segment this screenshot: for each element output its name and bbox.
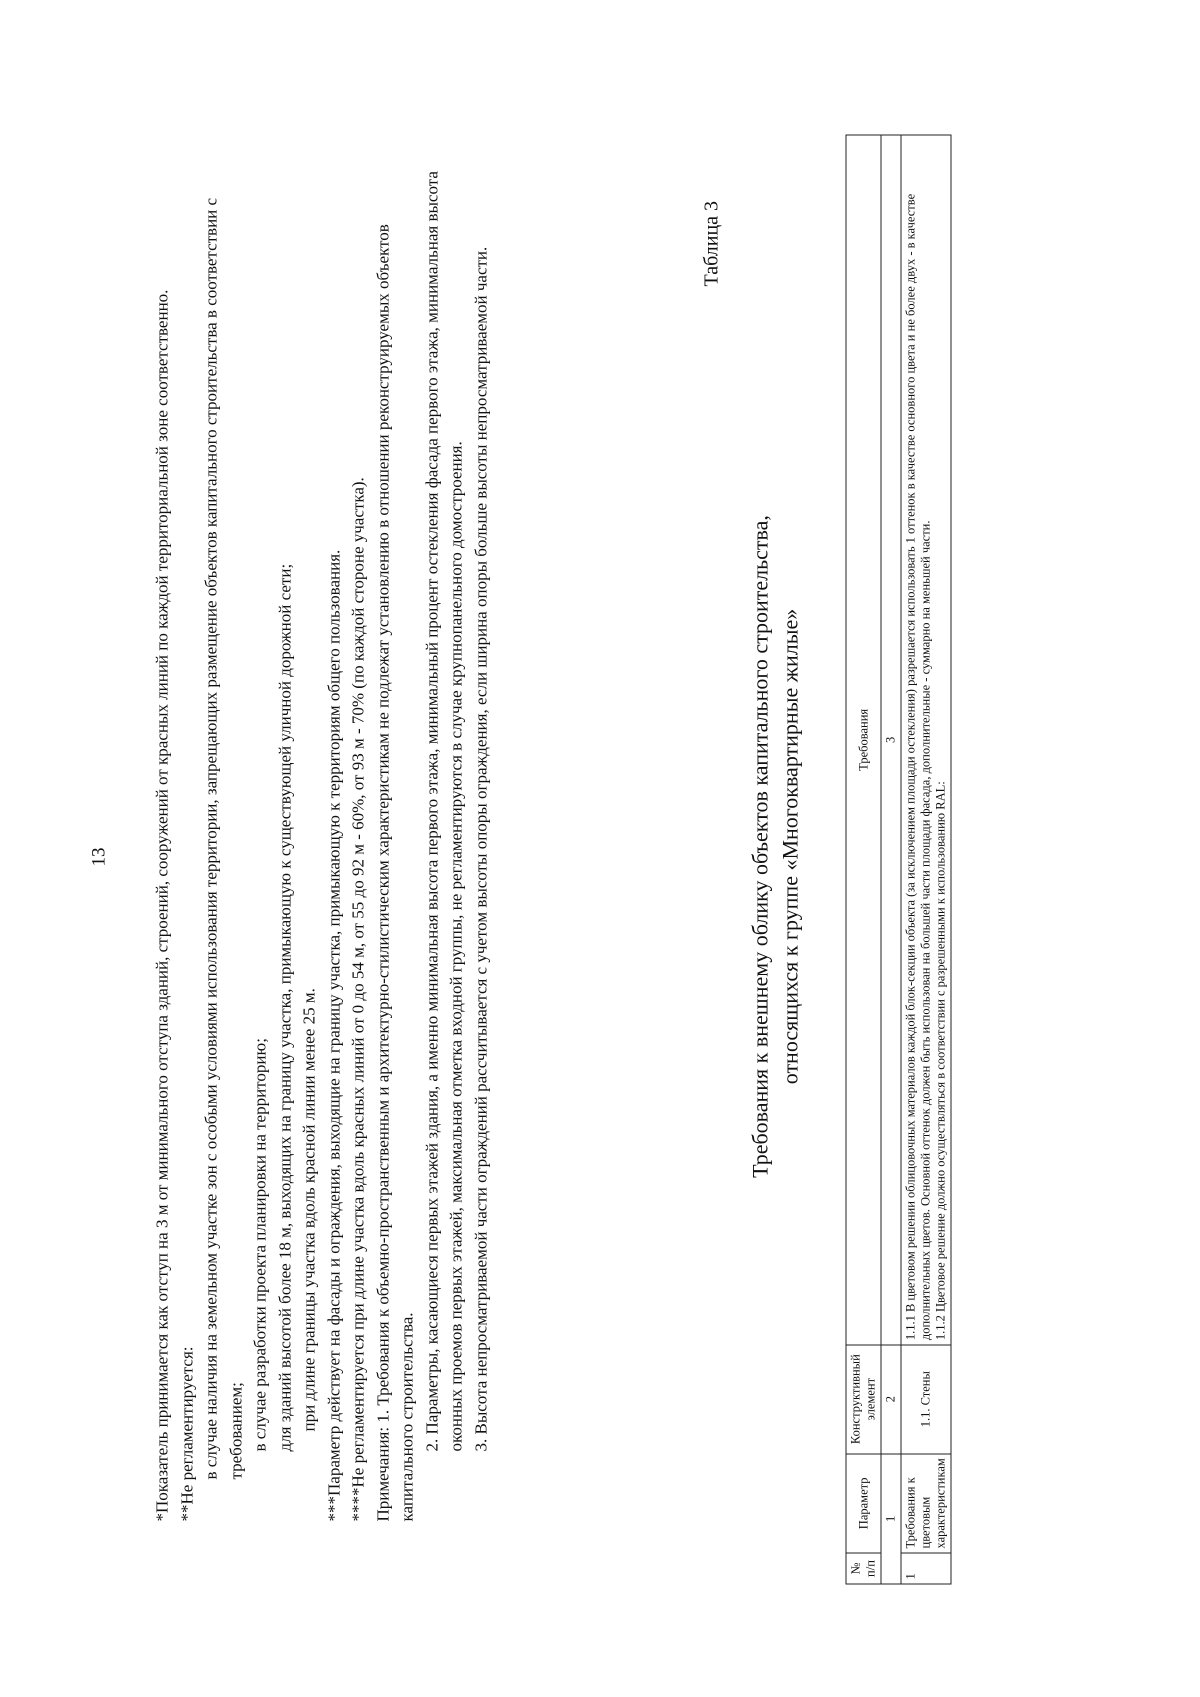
footnote-2-item-2: в случае разработки проекта планировки на территорию; — [250, 1038, 270, 1452]
row-element: 1.1. Стены — [901, 1345, 951, 1454]
page-number: 13 — [88, 847, 110, 867]
header-num: № п/п — [846, 1553, 881, 1584]
footnote-2: **Не регламентируется: — [177, 1346, 196, 1522]
footnote-1: *Показатель принимается как отступ на 3 м от минимального отступа зданий, строений, сооружений от красных линий по каждой территориальной зоне соответственно. — [152, 289, 172, 1522]
table-title-line-1: Требования к внешнему облику объектов капитального строительства, — [747, 515, 773, 1178]
header-element: Конструктивный элемент — [846, 1345, 881, 1454]
table-row — [901, 135, 951, 1584]
rotated-page-content — [1, 0, 1200, 1697]
requirement-1-1-1: 1.1.1 В цветовом решении облицовочных материалов каждой блок-секции объекта (за исключением площади остекления) разрешается использовать 1 оттенок в качестве основного цвета и не более двух - в качестве дополнительных цветов. Основной оттенок должен быть использован на большей части площади фасада, дополнительные - суммарно на меньшей части. — [903, 193, 933, 1341]
col-number-1: 1 — [881, 1454, 901, 1584]
requirements-table — [846, 135, 952, 1585]
table-number-row — [881, 135, 901, 1584]
table-header-row — [846, 135, 881, 1584]
footnote-2-item-4: при длине границы участка вдоль красной линии менее 25 м. — [299, 988, 319, 1432]
table-title-line-2: относящихся к группе «Многоквартирные жилые» — [777, 608, 803, 1085]
note-3: 3. Высота непросматриваемой части ограждений рассчитывается с учетом высоты опоры ограждения, если ширина опоры больше высоты непросматриваемой части. — [471, 246, 490, 1452]
header-parameter: Параметр — [846, 1454, 881, 1553]
body-text — [151, 142, 494, 1522]
footnote-2-item-3: для зданий высотой более 18 м, выходящих на границу участка, примыкающую к существующей уличной дорожной сети; — [275, 563, 294, 1452]
note-2: 2. Параметры, касающиеся первых этажей здания, а именно минимальная высота первого этажа, минимальный процент остекления фасада первого этажа, минимальная высота оконных проемов первых этажей, максимальная отметка входной группы, не регламентируются в случае крупнопанельного домостроения. — [422, 171, 466, 1452]
footnote-4: ****Не регламентируется при длине участка вдоль красных линий от 0 до 54 м, от 55 до 92 м - 60%, от 93 м - 70% (по каждой стороне участка). — [348, 477, 368, 1522]
row-requirements — [901, 135, 951, 1345]
row-parameter: Требования к цветовым характеристикам — [901, 1454, 951, 1553]
table-label: Таблица 3 — [700, 200, 723, 287]
col-number-2: 2 — [881, 1345, 901, 1454]
requirement-1-1-2: 1.1.2 Цветовое решение должно осуществляться в соответствии с разрешенными к использованию RAL: — [933, 781, 948, 1341]
header-requirements: Требования — [846, 135, 881, 1345]
footnote-3: ***Параметр действует на фасады и ограждения, выходящие на границу участка, примыкающую к территориям общего пользования. — [324, 549, 343, 1522]
footnote-2-item-1: в случае наличия на земельном участке зон с особыми условиями использования территории, запрещающих размещение объектов капитального строительства в соответствии с требованием; — [201, 197, 245, 1480]
note-1: Примечания: 1. Требования к объемно-пространственным и архитектурно-стилистическим характеристикам не подлежат установлению в отношении реконструируемых объектов капитального строительства. — [373, 224, 417, 1522]
col-number-3: 3 — [881, 135, 901, 1345]
table-title — [746, 297, 806, 1397]
row-num: 1 — [901, 1553, 951, 1584]
